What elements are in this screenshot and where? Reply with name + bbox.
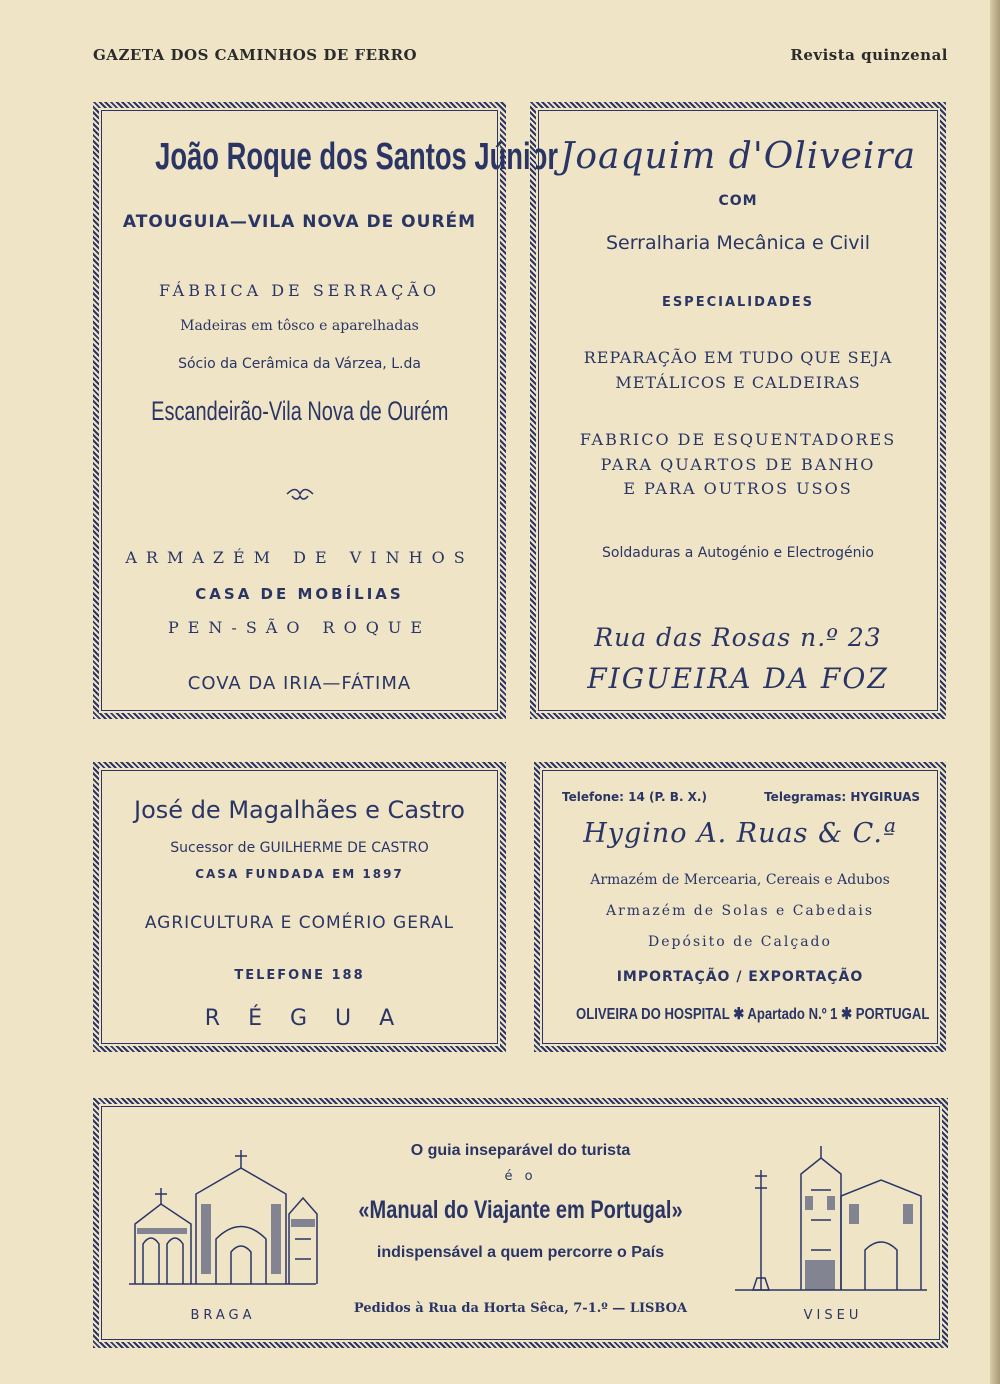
phone: Telefone: 14 (P. B. X.) (562, 790, 707, 804)
ad-line: IMPORTAÇÃO / EXPORTAÇÃO (616, 969, 864, 985)
ad-line: FABRICO DE ESQUENTADORES (579, 430, 897, 449)
ad-line: é o (504, 1169, 537, 1184)
ad-line: Armazém de Mercearia, Cereais e Adubos (590, 872, 890, 888)
advertisement-joao-roque (93, 102, 558, 719)
ad-line: Depósito de Calçado (648, 934, 832, 950)
running-head-subtitle: Revista quinzenal (790, 46, 948, 64)
phone: TELEFONE 188 (234, 968, 365, 983)
ad-line: O guia inseparável do turista (410, 1142, 631, 1159)
advertisement-jose-magalhaes (93, 762, 506, 1052)
ad-line: ARMAZÉM DE VINHOS (125, 548, 474, 567)
telegrams: Telegramas: HYGIRUAS (764, 790, 920, 804)
ad-line: Escandeirão-Vila Nova de Ourém (151, 396, 449, 426)
advertisement-manual-viajante (93, 1098, 948, 1348)
ad-line: CASA DE MOBÍLIAS (195, 585, 404, 603)
ad-line: REPARAÇÃO EM TUDO QUE SEJA (583, 348, 893, 367)
ad-line: FÁBRICA DE SERRAÇÃO (158, 281, 441, 300)
ad-line: COM (718, 193, 758, 209)
caption-braga: BRAGA (190, 1308, 256, 1323)
city: RÉGUA (204, 1006, 423, 1031)
advertisement-hygino-ruas (534, 762, 946, 1052)
advertisement-joaquim-oliveira (530, 102, 946, 719)
ad-line: Serralharia Mecânica e Civil (605, 232, 871, 254)
ad-line: METÁLICOS E CALDEIRAS (615, 373, 861, 392)
ad-line: AGRICULTURA E COMÉRIO GERAL (144, 913, 455, 933)
address: Rua das Rosas n.º 23 (594, 623, 882, 652)
running-head-title: GAZETA DOS CAMINHOS DE FERRO (93, 46, 418, 64)
city: FIGUEIRA DA FOZ (587, 662, 889, 695)
orders-line: Pedidos à Rua da Horta Sêca, 7-1.º — LISBOA (353, 1301, 688, 1316)
advertiser-name: José de Magalhães e Castro (134, 796, 465, 824)
page-edge (990, 0, 1000, 1384)
ad-line: ESPECIALIDADES (661, 295, 815, 310)
ad-line: Sucessor de GUILHERME DE CASTRO (170, 840, 429, 856)
location: ATOUGUIA—VILA NOVA DE OURÉM (122, 212, 477, 232)
ad-line: PEN-SÃO ROQUE (167, 618, 431, 637)
advertiser-name: João Roque dos Santos Júnior (155, 136, 558, 178)
ad-line: PARA QUARTOS DE BANHO (600, 455, 876, 474)
ad-line: COVA DA IRIA—FÁTIMA (187, 673, 412, 694)
advertiser-name: Joaquim d'Oliveira (559, 136, 917, 177)
ornament-icon (285, 486, 315, 502)
ad-line: Soldaduras a Autogénio e Electrogénio (602, 545, 874, 561)
ad-line: Sócio da Cerâmica da Várzea, L.da (178, 356, 421, 372)
ad-line: Madeiras em tôsco e aparelhadas (180, 318, 419, 334)
ad-line: indispensável a quem percorre o País (376, 1244, 665, 1261)
caption-viseu: VISEU (803, 1308, 863, 1323)
ad-line: CASA FUNDADA EM 1897 (195, 867, 404, 881)
manual-title: «Manual do Viajante em Portugal» (358, 1196, 683, 1224)
footer-line: OLIVEIRA DO HOSPITAL ✱ Apartado N.º 1 ✱ PORTUGAL (576, 1006, 930, 1023)
advertiser-name: Hygino A. Ruas & C.ª (583, 818, 897, 849)
ad-line: E PARA OUTROS USOS (623, 479, 853, 498)
ad-line: Armazém de Solas e Cabedais (606, 903, 874, 919)
